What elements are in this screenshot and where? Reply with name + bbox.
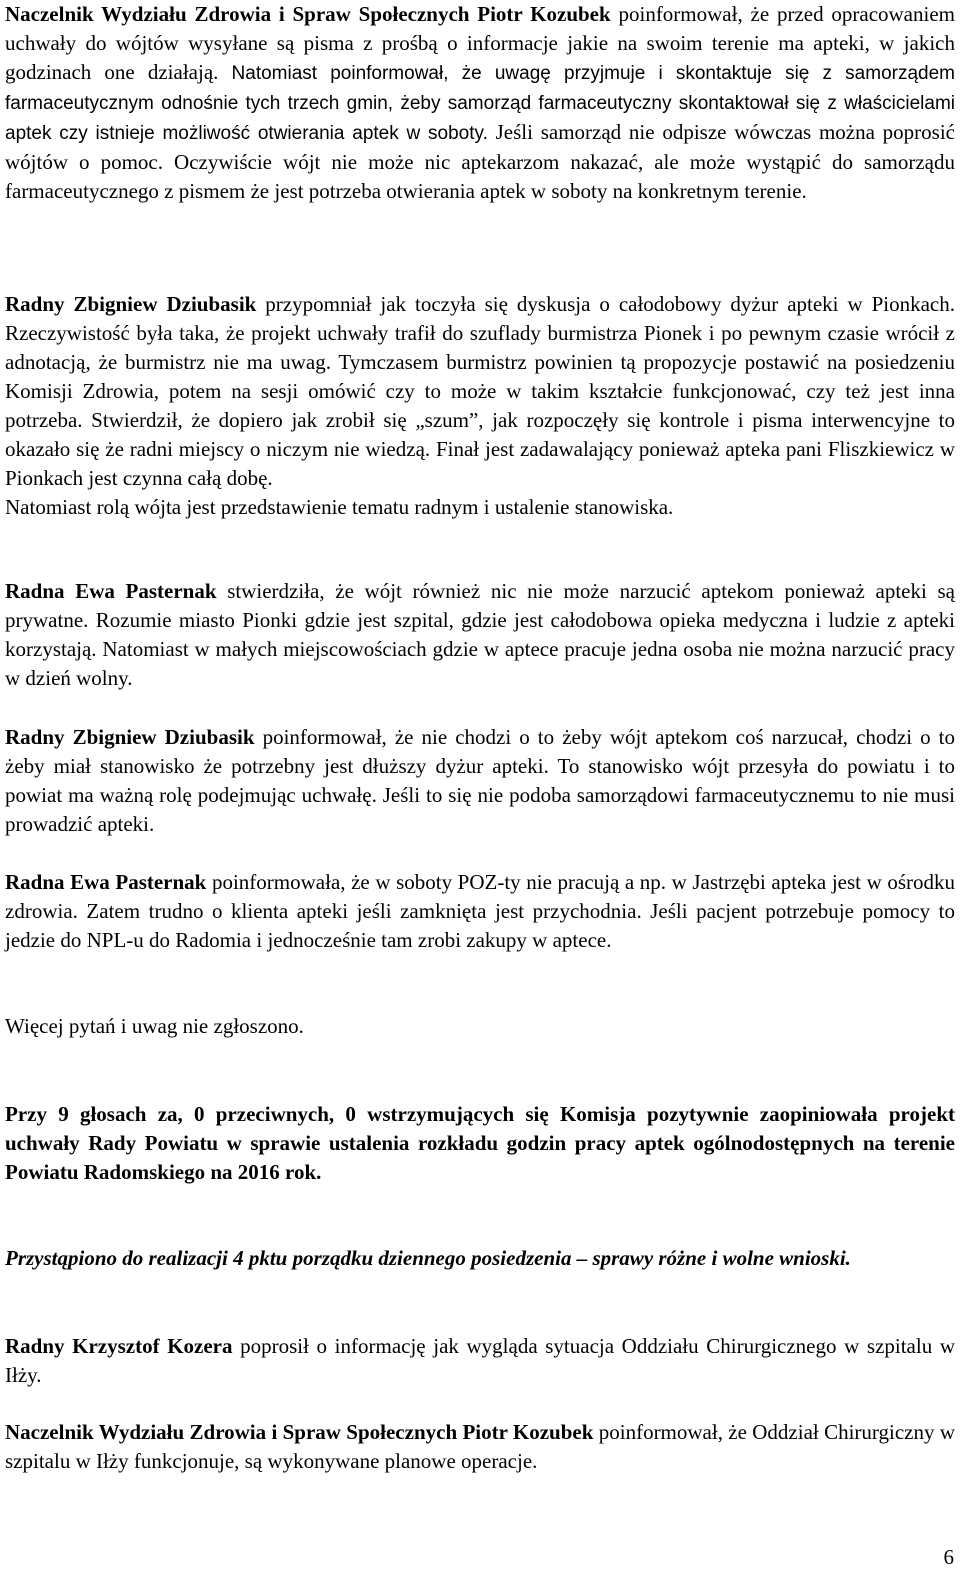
paragraph-kozera <box>5 1332 955 1390</box>
paragraph-dziubasik-2 <box>5 723 955 839</box>
paragraph-sans-text: Natomiast poinformował, że uwagę przyjmuje i skontaktuje się z samorządem farmaceutycznym odnośnie tych trzech gmin, żeby samorząd farmaceutyczny skontaktował się z właścicielami aptek czy istnieje możliwość otwierania aptek w soboty. <box>5 63 955 144</box>
paragraph-pasternak-1 <box>5 577 955 693</box>
paragraph-text: poinformował, że nie chodzi o to żeby wójt aptekom coś narzucał, chodzi o to żeby miał stanowisko że potrzebny jest dłuższy dyżur apteki. To stanowisko wójt przesyła do powiatu i to powiat ma ważną rolę podejmując uchwałę. Jeśli to się nie podoba samorządowi farmaceutycznemu to nie musi prowadzić apteki. <box>5 725 955 836</box>
paragraph-tail-text: Natomiast rolą wójta jest przedstawienie tematu radnym i ustalenie stanowiska. <box>5 495 674 519</box>
paragraph-text: poinformował, że przed opracowaniem uchwały do wójtów wysyłane są pisma z prośbą o informacje jakie na swoim terenie ma apteki, w jakich godzinach one działają. <box>5 2 955 84</box>
paragraph-kozubek-2 <box>5 1418 955 1476</box>
paragraph-agenda-item <box>5 1244 955 1273</box>
paragraph-tail-text: Jeśli samorząd nie odpisze wówczas można poprosić wójtów o pomoc. Oczywiście wójt nie może nic aptekarzom nakazać, ale może wystąpić do samorządu farmaceutycznego z pismem że jest potrzeba otwierania aptek w soboty na konkretnym terenie. <box>5 120 955 203</box>
speaker-name: Radny Krzysztof Kozera <box>5 1334 233 1358</box>
paragraph-vote-result <box>5 1100 955 1187</box>
paragraph-no-more-questions <box>5 1012 955 1041</box>
paragraph-text: poinformował, że Oddział Chirurgiczny w szpitalu w Iłży funkcjonuje, są wykonywane planowe operacje. <box>5 1420 955 1473</box>
speaker-name: Naczelnik Wydziału Zdrowia i Spraw Społecznych Piotr Kozubek <box>5 2 611 26</box>
speaker-name: Radny Zbigniew Dziubasik <box>5 725 255 749</box>
paragraph-dziubasik-1 <box>5 290 955 522</box>
speaker-name: Radny Zbigniew Dziubasik <box>5 292 257 316</box>
speaker-name: Radna Ewa Pasternak <box>5 579 217 603</box>
paragraph-kozubek-1 <box>5 0 955 206</box>
resolution-text: Przy 9 głosach za, 0 przeciwnych, 0 wstrzymujących się Komisja pozytywnie zaopiniowała projekt uchwały Rady Powiatu w sprawie ustalenia rozkładu godzin pracy aptek ogólnodostępnych na terenie Powiatu Radomskiego na 2016 rok. <box>5 1102 955 1184</box>
speaker-name: Naczelnik Wydziału Zdrowia i Spraw Społecznych Piotr Kozubek <box>5 1420 594 1444</box>
paragraph-text: poinformowała, że w soboty POZ-ty nie pracują a np. w Jastrzębi apteka jest w ośrodku zdrowia. Zatem trudno o klienta apteki jeśli zamknięta jest przychodnia. Jeśli pacjent potrzebuje pomocy to jedzie do NPL-u do Radomia i jednocześnie tam zrobi zakupy w aptece. <box>5 870 955 952</box>
agenda-heading: Przystąpiono do realizacji 4 pktu porządku dziennego posiedzenia – sprawy różne i wolne wnioski. <box>5 1246 851 1270</box>
page-number: 6 <box>943 1545 954 1569</box>
paragraph-text: przypomniał jak toczyła się dyskusja o całodobowy dyżur apteki w Pionkach. Rzeczywistość była taka, że projekt uchwały trafił do szuflady burmistrza Pionek i po pewnym czasie wrócił z adnotacją, że burmistrz nie ma uwag. Tymczasem burmistrz powinien tą propozycje postawić na posiedzeniu Komisji Zdrowia, potem na sesji omówić czy to może w takim kształcie funkcjonować, czy też jest inna potrzeba. Stwierdził, że dopiero jak zrobił się „szum”, jak rozpoczęły się kontrole i pisma interwencyjne to okazało się że radni miejscy o niczym nie wiedzą. Finał jest zadawalający ponieważ apteka pani Fliszkiewicz w Pionkach jest czynna całą dobę. <box>5 292 955 490</box>
paragraph-pasternak-2 <box>5 868 955 955</box>
paragraph-text: stwierdziła, że wójt również nic nie może narzucić aptekom ponieważ apteki są prywatne. Rozumie miasto Pionki gdzie jest szpital, gdzie jest całodobowa opieka medyczna i ludzie z apteki korzystają. Natomiast w małych miejscowościach gdzie w aptece pracuje jedna osoba nie można narzucić pracy w dzień wolny. <box>5 579 955 690</box>
paragraph-text: Więcej pytań i uwag nie zgłoszono. <box>5 1014 304 1038</box>
paragraph-text: poprosił o informację jak wygląda sytuacja Oddziału Chirurgicznego w szpitalu w Iłży. <box>5 1334 955 1387</box>
speaker-name: Radna Ewa Pasternak <box>5 870 207 894</box>
